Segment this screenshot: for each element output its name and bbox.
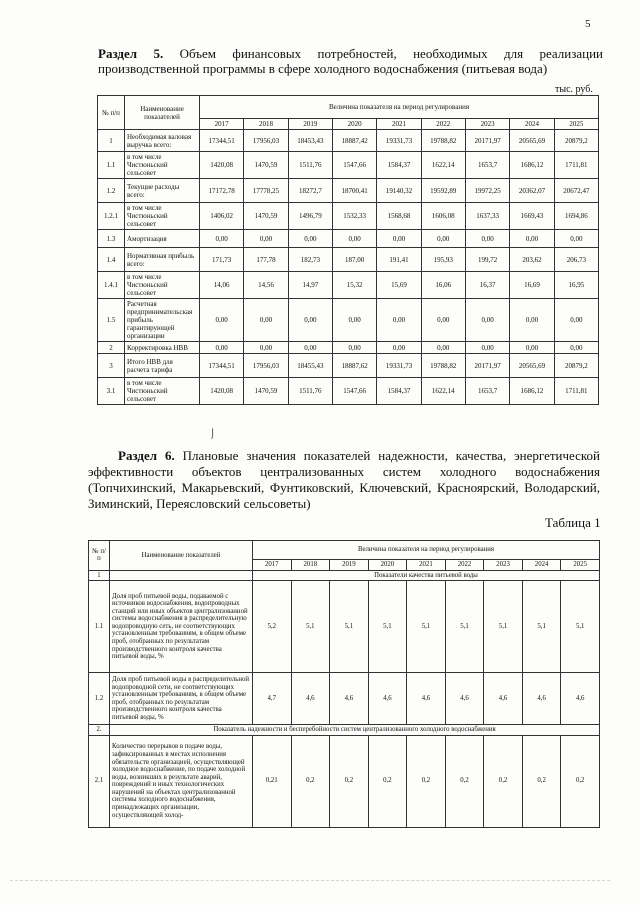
section6-title: Плановые значения показателей надежности, качества, энергетической эффективности объектов централизованных систем холодного водоснабжения (Топчихинский, Макарьевский, Фунтиковский, Ключевский, Красноярский, Володарский, Зиминский, Переясловский сельсоветы) — [88, 448, 600, 511]
value-cell: 0,00 — [421, 299, 465, 342]
value-cell: 4,7 — [253, 673, 292, 725]
value-cell: 5,2 — [253, 581, 292, 673]
group-title: Показатель надежности и бесперебойности систем централизованного холодного водоснабжения — [110, 725, 600, 736]
table-row — [98, 248, 599, 272]
value-cell: 0,00 — [465, 342, 509, 354]
value-cell: 0,00 — [554, 342, 598, 354]
value-cell: 5,1 — [561, 581, 600, 673]
row-num: 1.2.1 — [98, 203, 125, 230]
value-cell: 1694,86 — [554, 203, 598, 230]
value-cell: 177,78 — [244, 248, 288, 272]
value-cell: 0,00 — [421, 342, 465, 354]
year-header: 2025 — [561, 560, 600, 571]
value-cell: 1669,43 — [510, 203, 554, 230]
period-header: Величина показателя на период регулирования — [200, 96, 599, 119]
value-cell: 1584,37 — [377, 378, 421, 405]
period-header: Величина показателя на период регулирования — [253, 541, 600, 560]
value-cell: 0,00 — [377, 230, 421, 248]
value-cell: 19331,73 — [377, 130, 421, 152]
value-cell: 1686,12 — [510, 152, 554, 179]
value-cell: 0,00 — [510, 299, 554, 342]
group-num: 1 — [89, 570, 110, 581]
value-cell: 20565,69 — [510, 354, 554, 378]
year-header: 2017 — [200, 119, 244, 130]
table-row — [98, 230, 599, 248]
value-cell: 0,21 — [253, 735, 292, 827]
table-label: Таблица 1 — [545, 515, 601, 530]
value-cell: 0,00 — [465, 299, 509, 342]
value-cell: 5,1 — [291, 581, 330, 673]
value-cell: 19972,25 — [465, 179, 509, 203]
row-num: 3.1 — [98, 378, 125, 405]
value-cell: 1511,76 — [288, 378, 332, 405]
year-header: 2022 — [421, 119, 465, 130]
row-name: Итого НВВ для расчета тарифа — [125, 354, 200, 378]
value-cell: 18887,42 — [332, 130, 376, 152]
value-cell: 1470,59 — [244, 152, 288, 179]
value-cell: 0,2 — [561, 735, 600, 827]
row-num: 1.1 — [89, 581, 110, 673]
value-cell: 0,00 — [332, 342, 376, 354]
value-cell: 14,56 — [244, 272, 288, 299]
value-cell: 0,00 — [465, 230, 509, 248]
indicators-table — [88, 540, 600, 828]
row-name: Корректировка НВВ — [125, 342, 200, 354]
value-cell: 1622,14 — [421, 378, 465, 405]
value-cell: 4,6 — [522, 673, 561, 725]
value-cell: 0,00 — [554, 230, 598, 248]
row-num: 3 — [98, 354, 125, 378]
value-cell: 19788,82 — [421, 354, 465, 378]
year-header: 2019 — [288, 119, 332, 130]
section5-title: Объем финансовых потребностей, необходимых для реализации производственной программы в сфере холодного водоснабжения (питьевая вода) — [98, 46, 603, 76]
row-name: Амортизация — [125, 230, 200, 248]
value-cell: 0,2 — [291, 735, 330, 827]
year-header: 2022 — [445, 560, 484, 571]
value-cell: 19788,82 — [421, 130, 465, 152]
value-cell: 4,6 — [445, 673, 484, 725]
value-cell: 1406,02 — [200, 203, 244, 230]
value-cell: 0,2 — [445, 735, 484, 827]
value-cell: 5,1 — [445, 581, 484, 673]
value-cell: 14,06 — [200, 272, 244, 299]
row-name: Необходимая валовая выручка всего: — [125, 130, 200, 152]
unit-label: тыс. руб. — [555, 84, 593, 95]
table-row — [98, 203, 599, 230]
value-cell: 0,00 — [510, 342, 554, 354]
value-cell: 0,2 — [484, 735, 523, 827]
value-cell: 19140,32 — [377, 179, 421, 203]
value-cell: 16,95 — [554, 272, 598, 299]
value-cell: 4,6 — [368, 673, 407, 725]
value-cell: 1686,12 — [510, 378, 554, 405]
value-cell: 1470,59 — [244, 203, 288, 230]
value-cell: 0,00 — [244, 299, 288, 342]
row-name: Количество перерывов в подаче воды, зафиксированных в местах исполнения обязательств организацией, осуществляющей холодное водоснабжение, по подаче холодной воды, возникших в результате аварий, повреждений и иных технологических нарушений на объектах централизованной системы холодного водоснабжения, принадлежащих организации, осуществляющей холод- — [110, 735, 253, 827]
table-row — [98, 342, 599, 354]
year-header: 2023 — [465, 119, 509, 130]
table-row — [98, 152, 599, 179]
row-num: 1.2 — [89, 673, 110, 725]
row-name: в том числе Чистюньский сельсовет — [125, 272, 200, 299]
page-number: 5 — [585, 18, 591, 30]
table-row — [98, 354, 599, 378]
row-name: Доля проб питьевой воды в распределительной водопроводной сети, не соответствующих установленным требованиям, в общем объеме проб, отобранных по результатам производственного контроля качества питьевой воды, % — [110, 673, 253, 725]
value-cell: 16,69 — [510, 272, 554, 299]
value-cell: 0,00 — [332, 299, 376, 342]
value-cell: 0,00 — [510, 230, 554, 248]
table-row — [98, 179, 599, 203]
year-header: 2023 — [484, 560, 523, 571]
value-cell: 20171,97 — [465, 354, 509, 378]
value-cell: 14,97 — [288, 272, 332, 299]
value-cell: 1470,59 — [244, 378, 288, 405]
value-cell: 4,6 — [561, 673, 600, 725]
section6-heading — [88, 448, 600, 512]
value-cell: 5,1 — [330, 581, 369, 673]
value-cell: 4,6 — [291, 673, 330, 725]
value-cell: 19592,89 — [421, 179, 465, 203]
value-cell: 17172,78 — [200, 179, 244, 203]
value-cell: 15,69 — [377, 272, 421, 299]
value-cell: 20362,07 — [510, 179, 554, 203]
row-num: 1 — [98, 130, 125, 152]
value-cell: 5,1 — [368, 581, 407, 673]
value-cell: 20171,97 — [465, 130, 509, 152]
value-cell: 0,2 — [330, 735, 369, 827]
value-cell: 171,73 — [200, 248, 244, 272]
year-header: 2017 — [253, 560, 292, 571]
row-name: Нормативная прибыль всего: — [125, 248, 200, 272]
value-cell: 1653,7 — [465, 152, 509, 179]
year-header: 2020 — [332, 119, 376, 130]
value-cell: 1637,33 — [465, 203, 509, 230]
value-cell: 0,00 — [332, 230, 376, 248]
row-num: 2.1 — [89, 735, 110, 827]
value-cell: 18455,43 — [288, 354, 332, 378]
value-cell: 1420,08 — [200, 152, 244, 179]
year-header: 2019 — [330, 560, 369, 571]
value-cell: 20672,47 — [554, 179, 598, 203]
year-header: 2020 — [368, 560, 407, 571]
value-cell: 19331,73 — [377, 354, 421, 378]
value-cell: 203,62 — [510, 248, 554, 272]
pen-mark: ⌡ — [210, 428, 216, 438]
value-cell: 0,00 — [377, 342, 421, 354]
scan-artifact — [10, 880, 610, 895]
value-cell: 0,00 — [200, 230, 244, 248]
value-cell: 0,00 — [288, 230, 332, 248]
value-cell: 17778,25 — [244, 179, 288, 203]
value-cell: 1568,68 — [377, 203, 421, 230]
value-cell: 0,00 — [421, 230, 465, 248]
section5-heading — [98, 46, 603, 76]
row-num: 2 — [98, 342, 125, 354]
row-name: в том числе Чистюньский сельсовет — [125, 203, 200, 230]
value-cell: 4,6 — [407, 673, 446, 725]
col-name-header: Наименование показателей — [125, 96, 200, 130]
value-cell: 1532,33 — [332, 203, 376, 230]
value-cell: 206,73 — [554, 248, 598, 272]
col-num-header: № п/п — [98, 96, 125, 130]
value-cell: 15,32 — [332, 272, 376, 299]
col-num-header: № п/ п — [89, 541, 110, 571]
value-cell: 16,37 — [465, 272, 509, 299]
value-cell: 17956,03 — [244, 354, 288, 378]
finance-table — [97, 95, 599, 405]
value-cell: 16,06 — [421, 272, 465, 299]
value-cell: 1511,76 — [288, 152, 332, 179]
value-cell: 0,00 — [200, 299, 244, 342]
value-cell: 195,93 — [421, 248, 465, 272]
value-cell: 1653,7 — [465, 378, 509, 405]
row-num: 1.4.1 — [98, 272, 125, 299]
value-cell: 20565,69 — [510, 130, 554, 152]
value-cell: 17956,03 — [244, 130, 288, 152]
value-cell: 18453,43 — [288, 130, 332, 152]
row-name: Расчетная предпринимательская прибыль гарантирующей организации — [125, 299, 200, 342]
row-num: 1.2 — [98, 179, 125, 203]
year-header: 2021 — [407, 560, 446, 571]
value-cell: 17344,51 — [200, 354, 244, 378]
value-cell: 18272,7 — [288, 179, 332, 203]
value-cell: 0,00 — [554, 299, 598, 342]
value-cell: 0,2 — [368, 735, 407, 827]
year-header: 2024 — [522, 560, 561, 571]
col-name-header: Наименование показателей — [110, 541, 253, 571]
value-cell: 17344,51 — [200, 130, 244, 152]
row-name: в том числе Чистюньский сельсовет — [125, 378, 200, 405]
value-cell: 5,1 — [522, 581, 561, 673]
value-cell: 0,2 — [407, 735, 446, 827]
value-cell: 1420,08 — [200, 378, 244, 405]
value-cell: 1711,81 — [554, 378, 598, 405]
value-cell: 199,72 — [465, 248, 509, 272]
row-num: 1.5 — [98, 299, 125, 342]
row-num: 1.4 — [98, 248, 125, 272]
value-cell: 0,00 — [200, 342, 244, 354]
value-cell: 191,41 — [377, 248, 421, 272]
group-num: 2. — [89, 725, 110, 736]
value-cell: 0,00 — [244, 342, 288, 354]
value-cell: 20879,2 — [554, 354, 598, 378]
value-cell: 4,6 — [330, 673, 369, 725]
year-header: 2018 — [244, 119, 288, 130]
value-cell: 20879,2 — [554, 130, 598, 152]
row-name: в том числе Чистюньский сельсовет — [125, 152, 200, 179]
value-cell: 1496,79 — [288, 203, 332, 230]
group-title: Показатели качества питьевой воды — [253, 570, 600, 581]
value-cell: 1547,66 — [332, 378, 376, 405]
value-cell: 182,73 — [288, 248, 332, 272]
row-name: Текущие расходы всего: — [125, 179, 200, 203]
year-header: 2021 — [377, 119, 421, 130]
year-header: 2018 — [291, 560, 330, 571]
value-cell: 1711,81 — [554, 152, 598, 179]
value-cell: 1584,37 — [377, 152, 421, 179]
value-cell: 0,00 — [377, 299, 421, 342]
table-row — [98, 378, 599, 405]
section6-label: Раздел 6. — [118, 448, 175, 463]
year-header: 2024 — [510, 119, 554, 130]
value-cell: 1547,66 — [332, 152, 376, 179]
value-cell: 1606,08 — [421, 203, 465, 230]
value-cell: 0,2 — [522, 735, 561, 827]
value-cell: 4,6 — [484, 673, 523, 725]
value-cell: 5,1 — [484, 581, 523, 673]
row-num: 1.3 — [98, 230, 125, 248]
row-name: Доля проб питьевой воды, подаваемой с источников водоснабжения, водопроводных станций или иных объектов централизованной системы водоснабжения в распределительную водопроводную сеть, не соответствующих установленным требованиям, в общем объеме проб, отобранных по результатам производственного контроля качества питьевой воды, % — [110, 581, 253, 673]
table-row — [98, 299, 599, 342]
value-cell: 18887,62 — [332, 354, 376, 378]
value-cell: 0,00 — [288, 299, 332, 342]
section5-label: Раздел 5. — [98, 46, 164, 61]
value-cell: 18700,41 — [332, 179, 376, 203]
value-cell: 0,00 — [244, 230, 288, 248]
year-header: 2025 — [554, 119, 598, 130]
value-cell: 5,1 — [407, 581, 446, 673]
value-cell: 0,00 — [288, 342, 332, 354]
value-cell: 187,00 — [332, 248, 376, 272]
table-row — [98, 130, 599, 152]
row-num: 1.1 — [98, 152, 125, 179]
table-row — [98, 272, 599, 299]
value-cell: 1622,14 — [421, 152, 465, 179]
